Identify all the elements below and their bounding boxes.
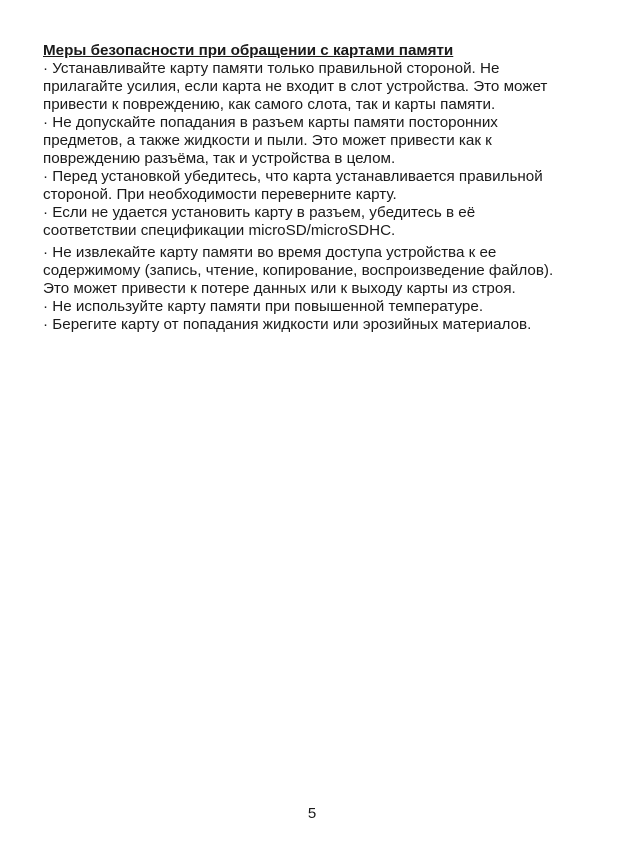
list-item bbox=[43, 244, 603, 298]
text-line: Это может привести к потере данных или к выходу карты из строя. bbox=[43, 280, 516, 297]
text-line: соответствии спецификации microSD/microSDHC. bbox=[43, 222, 396, 239]
list-item bbox=[43, 316, 603, 334]
list-item bbox=[43, 60, 603, 114]
text-line: содержимому (запись, чтение, копирование, воспроизведение файлов). bbox=[43, 262, 554, 279]
text-line: привести к повреждению, как самого слота, так и карты памяти. bbox=[43, 96, 496, 113]
document-page bbox=[43, 42, 603, 334]
text-line: · Перед установкой убедитесь, что карта устанавливается правильной bbox=[43, 168, 543, 185]
list-item bbox=[43, 204, 603, 240]
list-item bbox=[43, 168, 603, 204]
section-heading: Меры безопасности при обращении с картами памяти bbox=[43, 42, 454, 59]
page-number: 5 bbox=[307, 805, 317, 822]
text-line: · Не извлекайте карту памяти во время доступа устройства к ее bbox=[43, 244, 497, 261]
text-line: · Если не удается установить карту в разъем, убедитесь в её bbox=[43, 204, 476, 221]
text-line: предметов, а также жидкости и пыли. Это может привести как к bbox=[43, 132, 492, 149]
text-line: · Не используйте карту памяти при повышенной температуре. bbox=[43, 298, 484, 315]
text-line: прилагайте усилия, если карта не входит в слот устройства. Это может bbox=[43, 78, 548, 95]
text-line: · Берегите карту от попадания жидкости или эрозийных материалов. bbox=[43, 316, 532, 333]
text-line: стороной. При необходимости переверните карту. bbox=[43, 186, 397, 203]
list-item bbox=[43, 298, 603, 316]
text-line: · Не допускайте попадания в разъем карты памяти посторонних bbox=[43, 114, 498, 131]
text-line: повреждению разъёма, так и устройства в целом. bbox=[43, 150, 396, 167]
text-line: · Устанавливайте карту памяти только правильной стороной. Не bbox=[43, 60, 500, 77]
list-item bbox=[43, 114, 603, 168]
